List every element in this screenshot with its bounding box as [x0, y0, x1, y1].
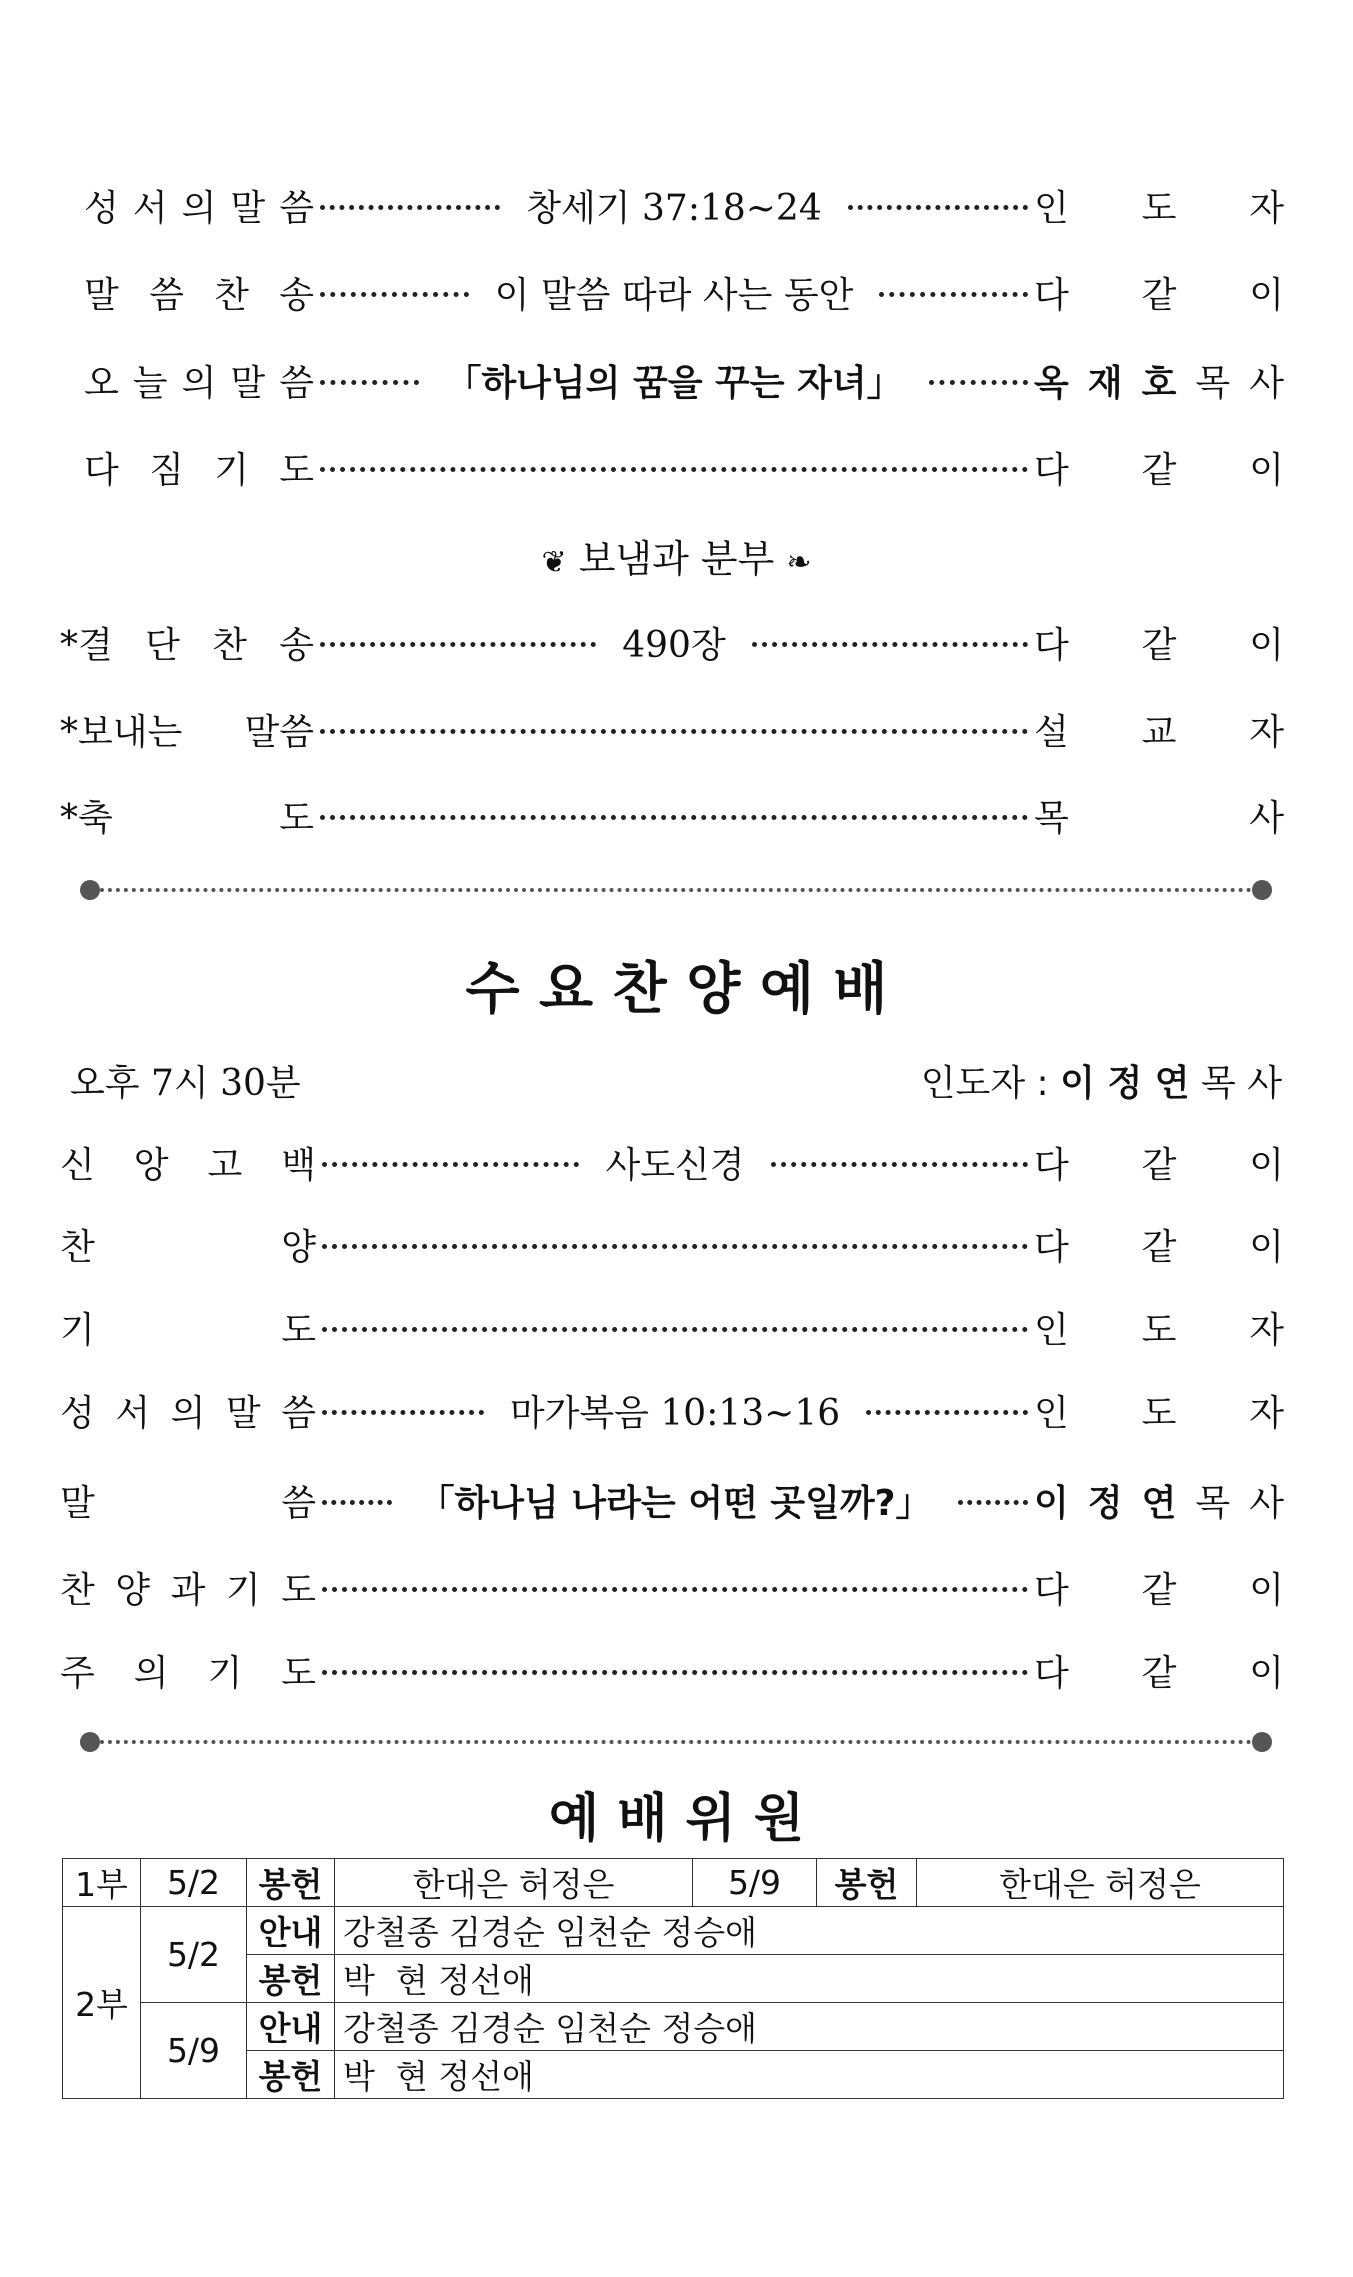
list-item [60, 785, 1284, 845]
dot-leader [866, 1410, 1028, 1415]
dot-leader [322, 1587, 1028, 1592]
list-item [60, 1214, 1284, 1274]
list-item [84, 437, 1284, 497]
item-label: 성 서 의 말 씀 [84, 187, 314, 229]
item-content: 490장 [622, 624, 726, 666]
item-content: 「하나님 나라는 어떤 곳일까?」 [418, 1482, 932, 1524]
list-item [60, 1380, 1284, 1440]
role-cell: 봉헌 [817, 1859, 917, 1907]
sending-title: 보냄과 분부 [578, 537, 775, 581]
item-label: 말 씀 [60, 1482, 316, 1524]
dot-leader [322, 1244, 1028, 1249]
list-item [60, 699, 1284, 759]
table-row [63, 2003, 1284, 2051]
dot-leader [322, 1327, 1028, 1332]
list-item [60, 612, 1284, 672]
wednesday-time-row [70, 1050, 1282, 1110]
list-item [60, 1640, 1284, 1700]
role-cell: 안내 [247, 1907, 335, 1955]
dot-leader [879, 292, 1028, 297]
list-item [84, 175, 1284, 235]
item-role: 다 같 이 [1034, 1226, 1284, 1268]
item-role: 다 같 이 [1034, 274, 1285, 316]
table-row [63, 1955, 1284, 2003]
item-content: 마가복음 10:13~16 [509, 1392, 841, 1434]
dot-leader [320, 467, 1028, 472]
list-item [60, 1470, 1284, 1530]
committee-title: 예 배 위 원 [548, 1789, 805, 1849]
list-item [84, 262, 1284, 322]
table-row [63, 1859, 1284, 1907]
part-cell: 1부 [63, 1859, 141, 1907]
dot-leader [848, 205, 1028, 210]
role-cell: 봉헌 [247, 1955, 335, 2003]
item-role: 인 도 자 [1034, 1309, 1284, 1351]
item-label: 성 서 의 말 씀 [60, 1392, 316, 1434]
swirl-right-icon: ❧ [786, 545, 812, 580]
item-role: 인 도 자 [1034, 187, 1284, 229]
table-row [63, 1907, 1284, 1955]
date-cell: 5/9 [141, 2003, 247, 2099]
dot-leader [958, 1500, 1028, 1505]
item-content: 이 말씀 따라 사는 동안 [494, 274, 854, 316]
dot-leader [322, 1410, 484, 1415]
dot-leader [322, 1670, 1028, 1675]
item-role: 목 사 [1034, 797, 1284, 839]
item-content: 사도신경 [605, 1144, 745, 1186]
item-label: 찬 양 [60, 1226, 316, 1268]
dot-leader [320, 815, 1028, 820]
dot-leader [322, 1162, 579, 1167]
item-label: 말 씀 찬 송 [84, 274, 314, 316]
part-cell: 2부 [63, 1907, 141, 2099]
item-label: 오 늘 의 말 씀 [84, 362, 314, 404]
swirl-left-icon: ❦ [541, 545, 567, 580]
item-content: 창세기 37:18~24 [526, 187, 822, 229]
dot-leader [322, 1500, 392, 1505]
item-role: 이 정 연 목 사 [1034, 1482, 1284, 1524]
item-role: 다 같 이 [1034, 1569, 1284, 1611]
names-cell: 박 현 정선애 [335, 1955, 1284, 2003]
names-cell: 강철종 김경순 임천순 정승애 [335, 2003, 1284, 2051]
list-item [60, 1297, 1284, 1357]
sending-heading [0, 528, 1353, 583]
item-label: 기 도 [60, 1309, 316, 1351]
item-role: 다 같 이 [1034, 1144, 1285, 1186]
role-cell: 봉헌 [247, 2051, 335, 2099]
dot-leader [320, 380, 419, 385]
dot-leader [752, 642, 1028, 647]
item-label: *축 도 [60, 797, 314, 839]
section-divider-2 [80, 1732, 1272, 1752]
list-item [60, 1132, 1284, 1192]
item-role: 인 도 자 [1034, 1392, 1284, 1434]
list-item [84, 350, 1284, 410]
leader-info: 인도자 : 이 정 연 목 사 [920, 1062, 1282, 1104]
names-cell: 박 현 정선애 [335, 2051, 1284, 2099]
date-cell: 5/9 [693, 1859, 817, 1907]
names-cell: 한대은 허정은 [335, 1859, 693, 1907]
list-item [60, 1557, 1284, 1617]
section-divider [80, 880, 1272, 900]
table-row [63, 2051, 1284, 2099]
item-role: 설 교 자 [1034, 711, 1284, 753]
item-label: 주 의 기 도 [60, 1652, 316, 1694]
item-label: *보내는 말씀 [60, 711, 314, 753]
date-cell: 5/2 [141, 1859, 247, 1907]
dot-leader [929, 380, 1028, 385]
role-cell: 봉헌 [247, 1859, 335, 1907]
date-cell: 5/2 [141, 1907, 247, 2003]
item-role: 다 같 이 [1034, 624, 1284, 666]
item-role: 다 같 이 [1034, 449, 1284, 491]
dot-leader [320, 292, 469, 297]
names-cell: 강철종 김경순 임천순 정승애 [335, 1907, 1284, 1955]
item-label: 다 짐 기 도 [84, 449, 314, 491]
wednesday-title: 수 요 찬 양 예 배 [465, 957, 888, 1022]
role-cell: 안내 [247, 2003, 335, 2051]
item-role: 다 같 이 [1034, 1652, 1284, 1694]
item-content: 「하나님의 꿈을 꾸는 자녀」 [445, 362, 903, 404]
dot-leader [320, 729, 1028, 734]
item-label: 신 앙 고 백 [60, 1144, 316, 1186]
item-label: *결 단 찬 송 [60, 624, 314, 666]
item-label: 찬 양 과 기 도 [60, 1569, 316, 1611]
item-role: 옥 재 호 목 사 [1034, 362, 1284, 404]
dot-leader [320, 205, 500, 210]
committee-table [62, 1858, 1284, 2099]
dot-leader [771, 1162, 1028, 1167]
dot-leader [320, 642, 596, 647]
service-time: 오후 7시 30분 [70, 1062, 301, 1104]
names-cell: 한대은 허정은 [917, 1859, 1284, 1907]
